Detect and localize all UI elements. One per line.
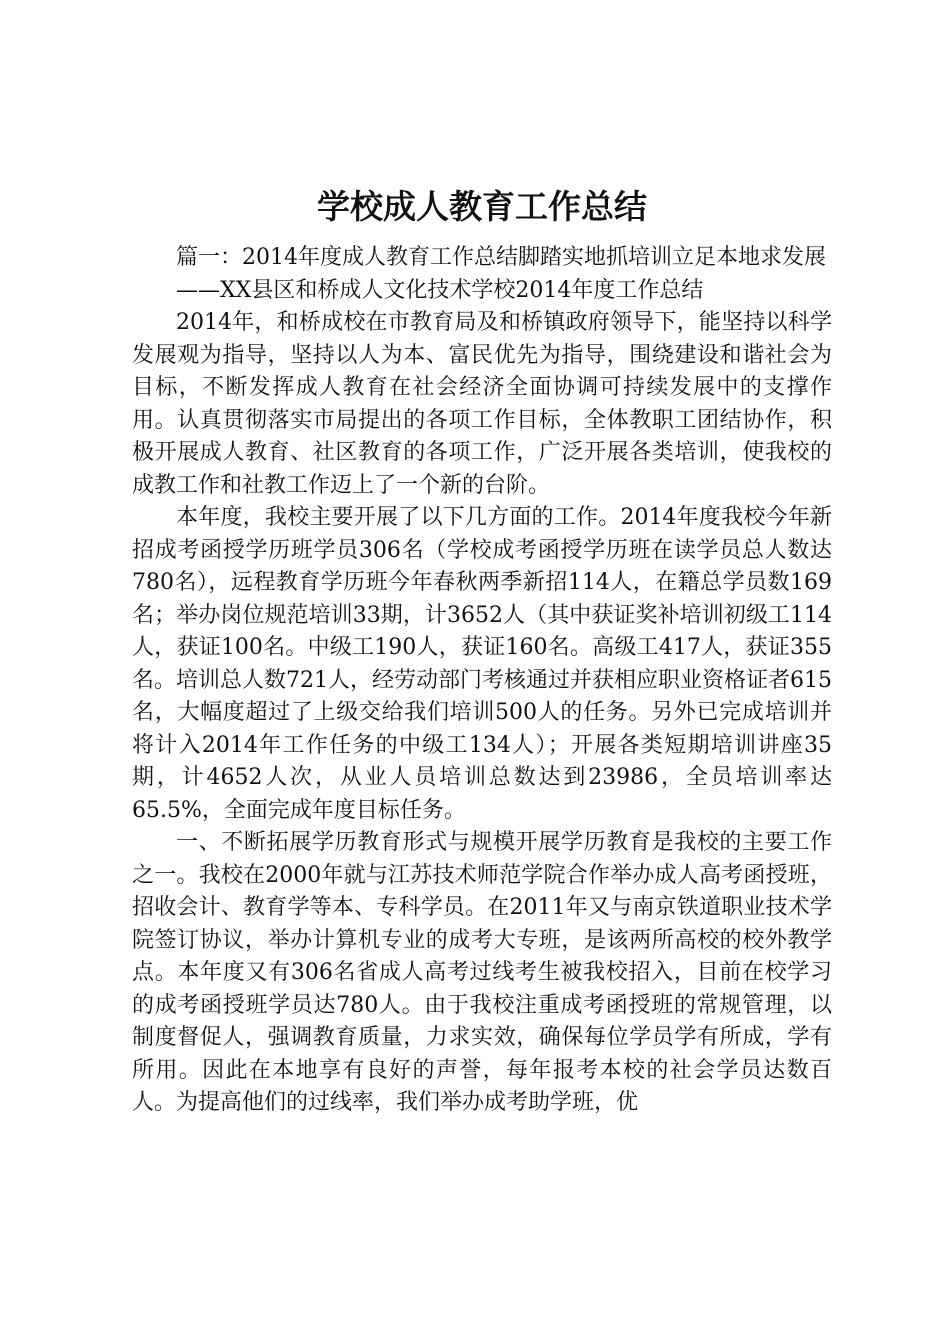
section-heading: 篇一：2014年度成人教育工作总结脚踏实地抓培训立足本地求发展 [176, 245, 826, 270]
document-title: 学校成人教育工作总结 [317, 187, 647, 226]
document-subtitle: ——XX县区和桥成人文化技术学校2014年度工作总结 [176, 277, 704, 303]
body-paragraph-1: 2014年，和桥成校在市教育局及和桥镇政府领导下，能坚持以科学发展观为指导，坚持以人为本、富民优先为指导，围绕建设和谐社会为目标，不断发挥成人教育在社会经济全面协调可持续发展中的支撑作用。认真贯彻落实市局提出的各项工作目标，全体教职工团结协作，积极开展成人教育、社区教育的各项工作，广泛开展各类培训，使我校的成教工作和社教工作迈上了一个新的台阶。 [132, 310, 832, 498]
document-body [132, 178, 832, 1120]
body-paragraph-3: 一、不断拓展学历教育形式与规模开展学历教育是我校的主要工作之一。我校在2000年就与江苏技术师范学院合作举办成人高考函授班，招收会计、教育学等本、专科学员。在2011年又与南京铁道职业技术学院签订协议，举办计算机专业的成考大专班，是该两所高校的校外教学点。本年度又有306名省成人高考过线考生被我校招入，目前在校学习的成考函授班学员达780人。由于我校注重成考函授班的常规管理，以制度督促人，强调教育质量，力求实效，确保每位学员学有所成，学有所用。因此在本地享有良好的声誉，每年报考本校的社会学员达数百人。为提高他们的过线率，我们举办成考助学班，优 [132, 830, 832, 1115]
body-paragraph-2: 本年度，我校主要开展了以下几方面的工作。2014年度我校今年新招成考函授学历班学员306名（学校成考函授学历班在读学员总人数达780名），远程教育学历班今年春秋两季新招114人，在籍总学员数169名；举办岗位规范培训33期，计3652人（其中获证奖补培训初级工114人，获证100名。中级工190人，获证160名。高级工417人，获证355名。培训总人数721人，经劳动部门考核通过并获相应职业资格证者615名，大幅度超过了上级交给我们培训500人的任务。另外已完成培训并将计入2014年工作任务的中级工134人）；开展各类短期培训讲座35期，计4652人次，从业人员培训总数达到23986，全员培训率达65.5%，全面完成年度目标任务。 [132, 505, 832, 823]
